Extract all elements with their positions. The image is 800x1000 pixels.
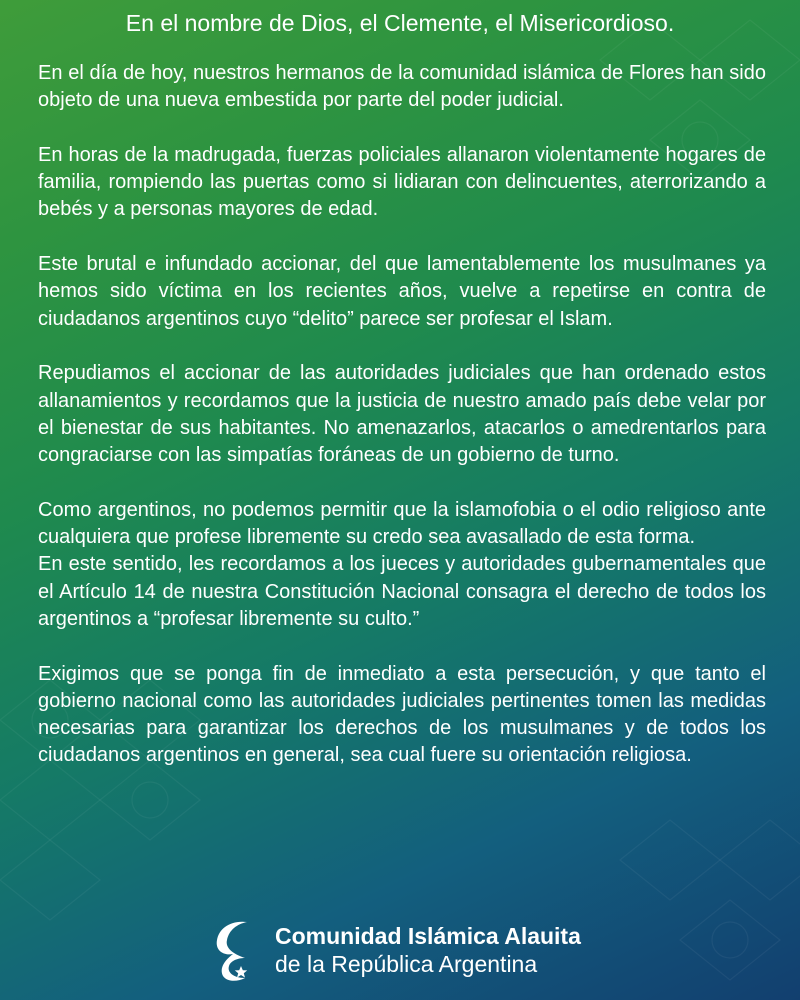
- paragraph-gap: [38, 115, 766, 142]
- crescent-star-icon: [209, 916, 257, 984]
- paragraph-3: Este brutal e infundado accionar, del que lamentablemente los musulmanes ya hemos sido víctima en los recientes años, vuelve a repetirse en contra de ciudadanos argentinos cuyo “delito” parece ser profesar el Islam.: [38, 253, 766, 330]
- paragraph-5: Como argentinos, no podemos permitir que la islamofobia o el odio religioso ante cualquiera que profese libremente su credo sea avasallado de esta forma.: [38, 498, 766, 549]
- paragraph-4: Repudiamos el accionar de las autoridades judiciales que han ordenado estos allanamientos y recordamos que la justicia de nuestro amado país debe velar por el bienestar de sus habitantes. No amenazarlos, atacarlos o amedrentarlos para congraciarse con las simpatías foráneas de un gobierno de turno.: [38, 362, 766, 467]
- organization-name-line1: Comunidad Islámica Alauita: [275, 923, 581, 949]
- organization-name: [275, 922, 581, 978]
- paragraph-7: Exigimos que se ponga fin de inmediato a esta persecución, y que tanto el gobierno nacional como las autoridades judiciales pertinentes tomen las medidas necesarias para garantizar los derechos de los musulmanes y de todos los ciudadanos argentinos en general, sea cual fuere su orientación religiosa.: [38, 662, 766, 767]
- statement-body: [38, 60, 766, 770]
- paragraph-gap: [38, 633, 766, 660]
- paragraph-gap: [38, 224, 766, 251]
- organization-name-line2: de la República Argentina: [275, 951, 538, 977]
- page-title: En el nombre de Dios, el Clemente, el Misericordioso.: [125, 10, 675, 36]
- paragraph-6: En este sentido, les recordamos a los jueces y autoridades gubernamentales que el Artículo 14 de nuestra Constitución Nacional consagra el derecho de todos los argentinos a “profesar libremente su culto.”: [38, 553, 766, 630]
- paragraph-gap: [38, 333, 766, 360]
- paragraph-1: En el día de hoy, nuestros hermanos de la comunidad islámica de Flores han sido objeto de una nueva embestida por parte del poder judicial.: [38, 62, 766, 112]
- organization-signature: [205, 912, 625, 984]
- paragraph-gap: [38, 469, 766, 496]
- paragraph-2: En horas de la madrugada, fuerzas policiales allanaron violentamente hogares de familia, rompiendo las puertas como si lidiaran con delincuentes, aterrorizando a bebés y a personas mayores de edad.: [38, 143, 766, 221]
